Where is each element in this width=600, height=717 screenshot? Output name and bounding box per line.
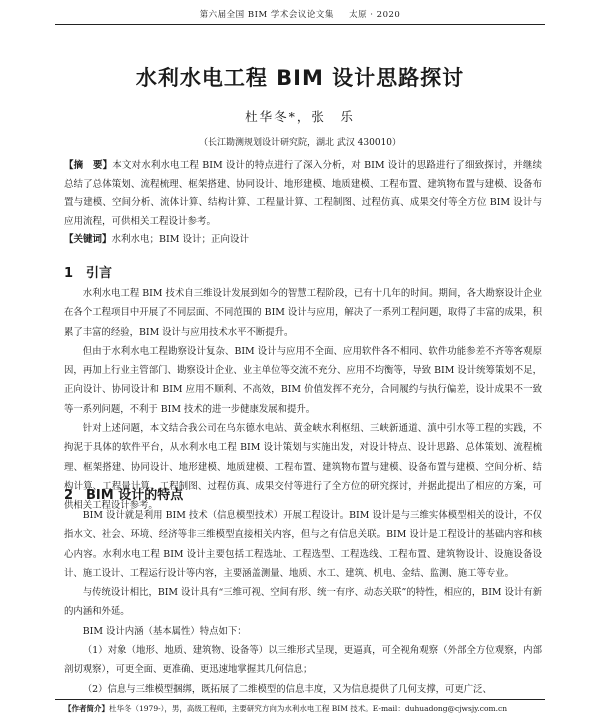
paragraph: BIM 设计就是利用 BIM 技术（信息模型技术）开展工程设计。BIM 设计是与三维实体模型相关的设计，不仅指水文、社会、环境、经济等非三维模型直接相关内容，但与之有信息关联。BIM 设计是工程设计的基础内容和核心内容。水利水电工程 BIM 设计主要包括工程选址、工程选型、工程选线、工程布置、建筑物设计、设施设备设计、施工设计、工程运行设计等内容，主要涵盖测量、地质、水工、建筑、机电、金结、监测、施工等专业。: [64, 510, 542, 579]
abstract: [64, 157, 542, 231]
author-footnote: [64, 703, 542, 714]
abstract-label: 【摘 要】: [64, 160, 113, 171]
section-2-body: [64, 506, 542, 699]
keywords: [64, 232, 542, 248]
paragraph: （2）信息与三维模型捆绑，既拓展了二维模型的信息丰度，又为信息提供了几何支撑，可更广泛、: [82, 683, 492, 695]
keywords-label: 【关键词】: [64, 234, 112, 245]
running-head-conference: 第六届全国 BIM 学术会议论文集: [199, 10, 334, 20]
footnote-rule: [55, 699, 545, 700]
footnote-text: 杜华冬（1979-），男，高级工程师，主要研究方向为水利水电工程 BIM 技术。E-mail：duhuadong@cjwsjy.com.cn: [109, 704, 508, 713]
paragraph: 与传统设计相比，BIM 设计具有“三维可视、空间有形、统一有序、动态关联”的特性，相应的，BIM 设计有新的内涵和外延。: [64, 587, 542, 618]
section-1-number: 1: [64, 266, 74, 281]
section-1-heading: [64, 262, 542, 281]
paper-authors: 杜华冬*，张 乐: [245, 109, 355, 124]
keywords-text: 水利水电；BIM 设计；正向设计: [111, 234, 249, 245]
section-1-body: [64, 284, 542, 516]
abstract-text: 本文对水利水电工程 BIM 设计的特点进行了深入分析，对 BIM 设计的思路进行了细致探讨，并继续总结了总体策划、流程梳理、框架搭建、协同设计、地形建模、地质建模、工程布置、建筑物布置与建模、设备布置与建模、空间分析、流体计算、结构计算、工程量计算、工程制图、过程仿真、成果交付等全方位 BIM 设计与应用流程，可供相关工程设计参考。: [64, 160, 542, 227]
running-head-location-date: 太原 · 2020: [349, 10, 401, 20]
footnote-label: 【作者简介】: [64, 704, 109, 713]
paragraph: BIM 设计内涵（基本属性）特点如下：: [82, 625, 247, 637]
paragraph: 但由于水利水电工程勘察设计复杂、BIM 设计与应用不全面、应用软件各不相同、软件功能参差不齐等客观原因，再加上行业主管部门、勘察设计企业、业主单位等交流不充分、应用不均衡等，导致 BIM 设计统筹策划不足，正向设计、协同设计和 BIM 应用不顺利、不高效，BIM 价值发挥不充分，合同履约与执行偏差，设计成果不一致等一系列问题，不利于 BIM 技术的进一步健康发展和提升。: [64, 345, 542, 415]
paragraph: （1）对象（地形、地质、建筑物、设备等）以三维形式呈现，更逼真，可全视角观察（外部全方位观察，内部剖切观察），可更全面、更准确、更迅速地掌握其几何信息；: [64, 645, 542, 676]
paper-title: 水利水电工程 BIM 设计思路探讨: [135, 66, 465, 90]
paragraph: 水利水电工程 BIM 技术自三维设计发展到如今的智慧工程阶段，已有十几年的时间。期间，各大勘察设计企业在各个工程项目中开展了不同层面、不同范围的 BIM 设计与应用，解决了一系列工程问题，取得了丰富的成果，积累了丰富的经验，BIM 设计与应用技术水平不断提升。: [64, 288, 542, 338]
running-head: [0, 8, 600, 20]
section-2-number: 2: [64, 488, 74, 503]
author-affiliation: （长江勘测规划设计研究院，湖北 武汉 430010）: [198, 138, 402, 148]
section-2-title: BIM 设计的特点: [86, 488, 184, 503]
section-1-title: 引言: [86, 266, 113, 281]
header-rule: [55, 24, 545, 25]
paragraph: 针对上述问题，本文结合我公司在乌东德水电站、黄金峡水利枢纽、三峡新通道、滇中引水等工程的实践，不拘泥于具体的软件平台，从水利水电工程 BIM 设计策划与实施出发，对设计特点、设计思路、总体策划、流程梳理、框架搭建、协同设计、地形建模、地质建模、工程布置、建筑物布置与建模、设备布置与建模、空间分析、结构计算、工程量计算、工程制图、过程仿真、成果交付等进行了全方位的研究探讨，并据此提出了相应的方案，可供相关工程设计参考。: [64, 423, 542, 512]
section-2-heading: [64, 484, 542, 503]
